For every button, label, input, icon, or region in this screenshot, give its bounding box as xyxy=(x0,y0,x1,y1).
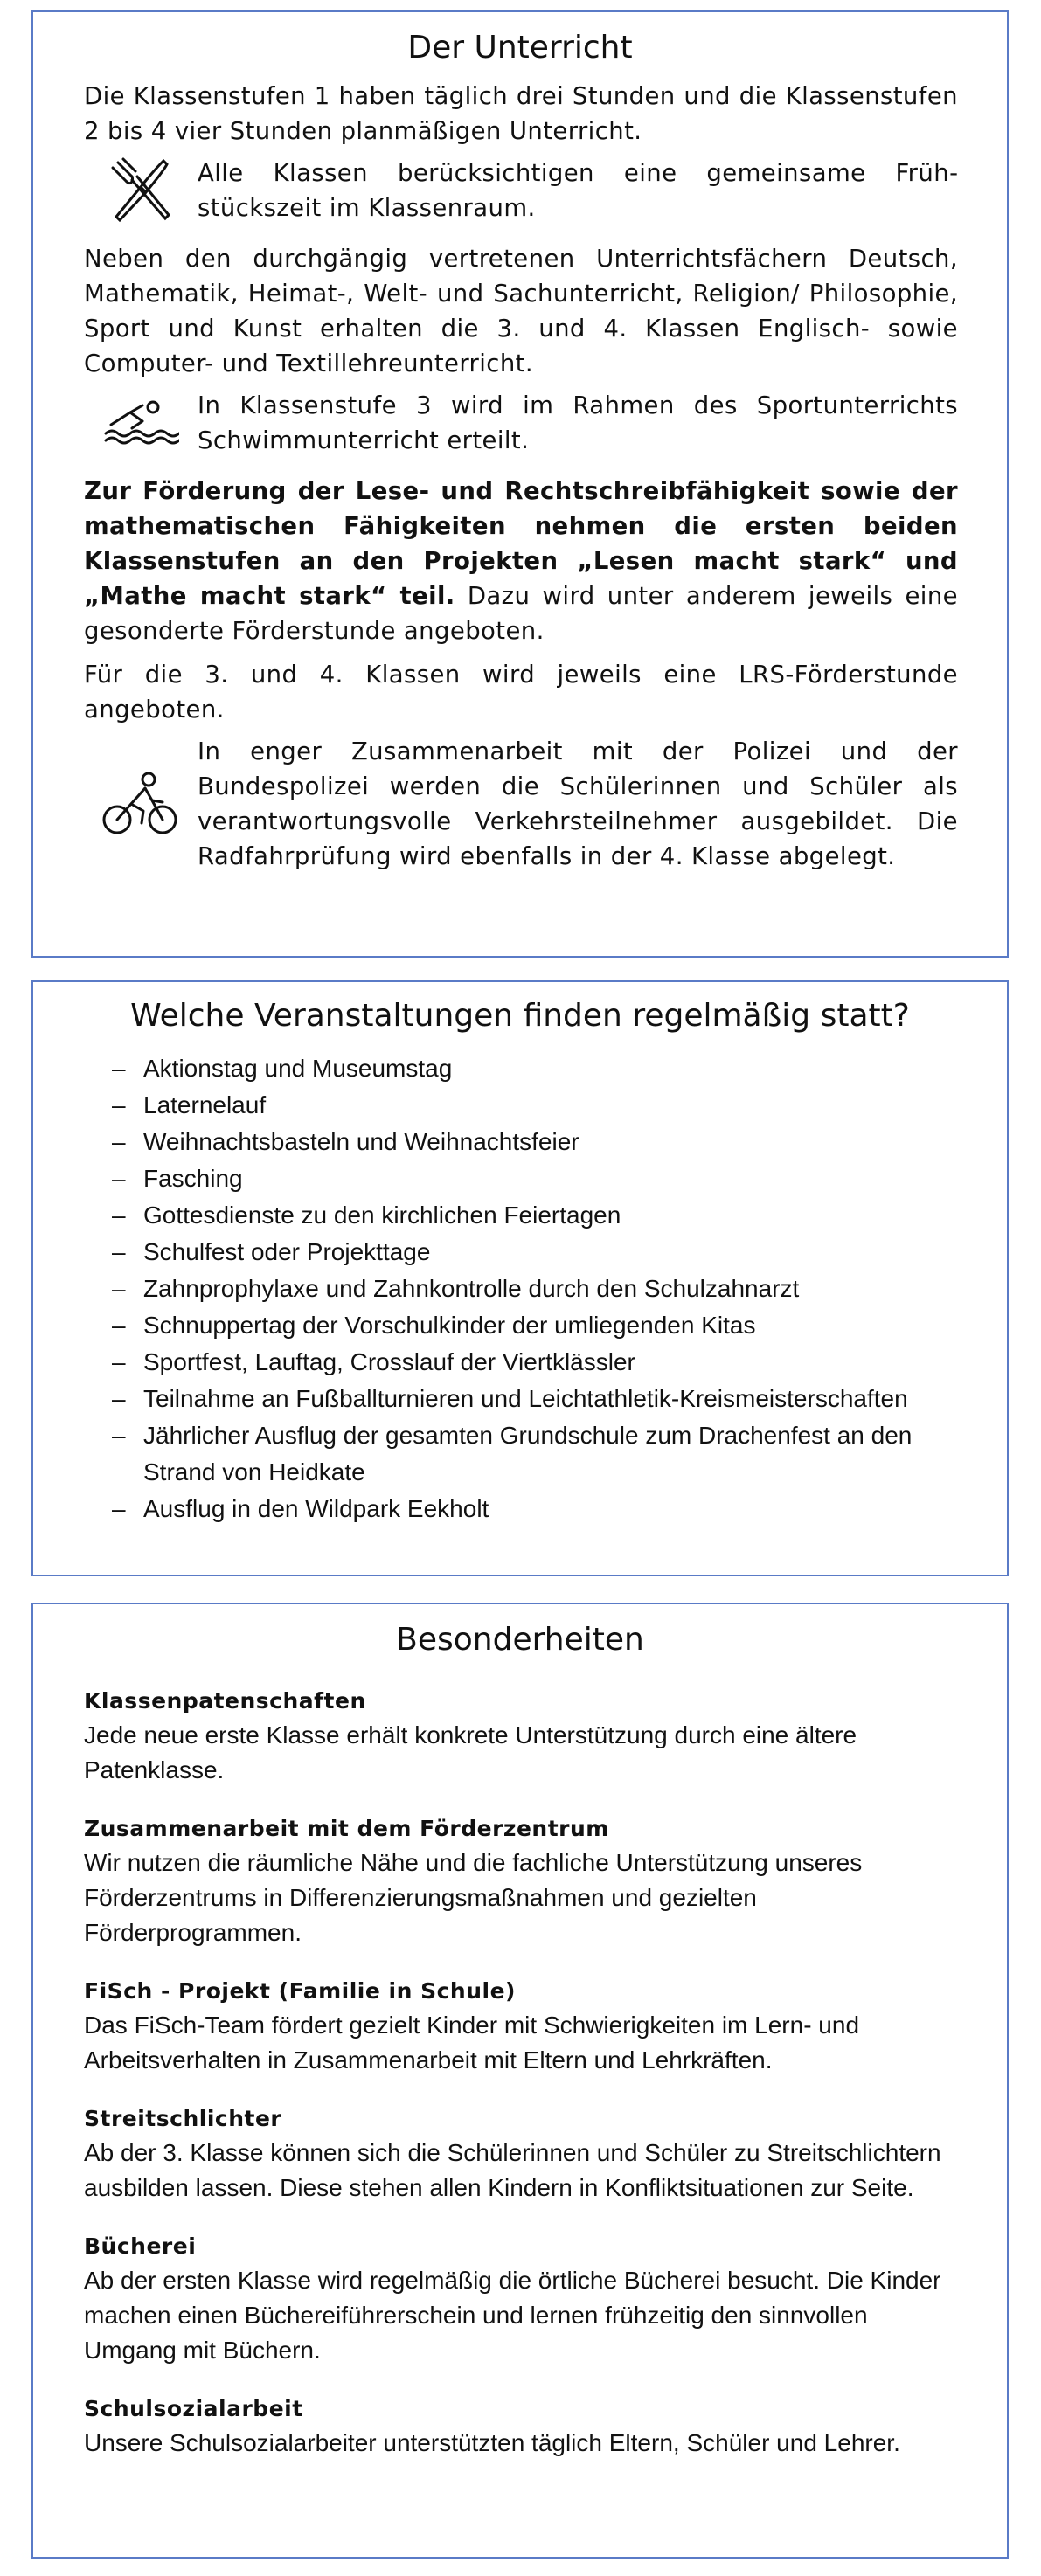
unterricht-p6: Für die 3. und 4. Klassen wird jeweils eine LRS-Förderstunde angeboten. xyxy=(84,661,958,724)
section-foerderzentrum xyxy=(84,1812,954,1950)
list-dash: – xyxy=(112,1238,126,1265)
section-klassenpatenschaften xyxy=(84,1685,954,1788)
section-heading: Streitschlichter xyxy=(84,2106,282,2131)
list-item-text: Fasching xyxy=(143,1165,243,1192)
unterricht-p5-bold: Zur Förderung der Lese- und Rechtschreibfähigkeit sowie der mathematischen Fähigkeiten nehmen die ersten beiden Klassenstufen an den Projekten „Lesen macht stark“ und „Mathe macht stark“ teil. xyxy=(84,477,958,610)
list-item-text: Weihnachtsbasteln und Weihnachtsfeier xyxy=(143,1128,579,1155)
fork-knife-icon xyxy=(84,156,198,225)
list-dash: – xyxy=(112,1201,126,1229)
list-item-text: Zahnprophylaxe und Zahnkontrolle durch den Schulzahnarzt xyxy=(143,1275,800,1302)
list-item xyxy=(112,1197,937,1234)
list-dash: – xyxy=(112,1128,126,1155)
unterricht-title: Der Unterricht xyxy=(407,30,633,66)
bike-row xyxy=(84,734,958,874)
section-text: Jede neue erste Klasse erhält konkrete Unterstützung durch eine ältere Patenklasse. xyxy=(84,1721,857,1783)
list-dash: – xyxy=(112,1495,126,1522)
list-item xyxy=(112,1160,937,1197)
section-buecherei xyxy=(84,2230,954,2368)
list-item-text: Jährlicher Ausflug der gesamten Grundschule zum Drachenfest an den Strand von Heidkate xyxy=(143,1422,913,1485)
list-dash: – xyxy=(112,1348,126,1375)
list-item-text: Teilnahme an Fußballturnieren und Leichtathletik-Kreismeisterschaften xyxy=(143,1385,908,1412)
section-text: Ab der ersten Klasse wird regelmäßig die örtliche Bücherei besucht. Die Kinder machen einen Büchereiführerschein und lernen frühzeitig den sinnvollen Umgang mit Büchern. xyxy=(84,2267,941,2364)
list-dash: – xyxy=(112,1385,126,1412)
events-list xyxy=(33,1050,1007,1527)
list-item-text: Gottesdienste zu den kirchlichen Feiertagen xyxy=(143,1201,621,1229)
section-heading: FiSch - Projekt (Familie in Schule) xyxy=(84,1978,516,2004)
unterricht-p4: In Klassenstufe 3 wird im Rahmen des Sportunterrichts Schwimmunterricht erteilt. xyxy=(198,391,958,454)
list-item xyxy=(112,1271,937,1307)
list-item-text: Schulfest oder Projekttage xyxy=(143,1238,431,1265)
unterricht-p5 xyxy=(84,474,958,648)
unterricht-p3: Neben den durchgängig vertretenen Unterrichtsfächern Deutsch, Mathematik, Heimat-, Welt- und Sachunterricht, Religion/ Philosophie, Sport und Kunst erhalten die 3. und 4. Klassen Englisch- sowie Computer- und Textillehreunterricht. xyxy=(84,245,958,377)
list-item xyxy=(112,1344,937,1381)
list-item xyxy=(112,1307,937,1344)
list-item-text: Schnuppertag der Vorschulkinder der umliegenden Kitas xyxy=(143,1312,756,1339)
section-heading: Zusammenarbeit mit dem Förderzentrum xyxy=(84,1816,609,1841)
list-item xyxy=(112,1417,937,1491)
section-text: Das FiSch-Team fördert gezielt Kinder mit Schwierigkeiten im Lern- und Arbeitsverhalten in Zusammenarbeit mit Eltern und Lehrkräften. xyxy=(84,2012,860,2074)
list-item xyxy=(112,1124,937,1160)
unterricht-p7: In enger Zusammenarbeit mit der Polizei und der Bundespolizei werden die Schülerinnen und Schüler als verantwortungsvolle Verkehrsteilnehmer ausgebildet. Die Radfahrprüfung wird ebenfalls in der 4. Klasse abgelegt. xyxy=(198,737,958,870)
list-dash: – xyxy=(112,1055,126,1082)
swimmer-icon xyxy=(84,395,198,451)
unterricht-p1: Die Klassenstufen 1 haben täglich drei Stunden und die Klassenstufen 2 bis 4 vier Stunden planmäßigen Unterricht. xyxy=(84,82,958,145)
veranstaltungen-title: Welche Veranstaltungen finden regelmäßig statt? xyxy=(130,998,910,1034)
besonderheiten-title: Besonderheiten xyxy=(396,1622,644,1658)
section-text: Ab der 3. Klasse können sich die Schülerinnen und Schüler zu Streitschlichtern ausbilden lassen. Diese stehen allen Kindern in Konfliktsituationen zur Seite. xyxy=(84,2139,941,2201)
breakfast-row xyxy=(84,156,958,225)
unterricht-box xyxy=(31,10,1009,958)
list-dash: – xyxy=(112,1165,126,1192)
list-item-text: Laternelauf xyxy=(143,1091,267,1118)
unterricht-p2: Alle Klassen berücksichtigen eine gemeinsame Frühstückszeit im Klassenraum. xyxy=(198,159,958,222)
unterricht-p5-rest: Dazu wird unter anderem jeweils eine gesonderte Förderstunde angeboten. xyxy=(84,582,958,645)
section-schulsozialarbeit xyxy=(84,2392,954,2461)
list-dash: – xyxy=(112,1312,126,1339)
list-item-text: Aktionstag und Museumstag xyxy=(143,1055,453,1082)
veranstaltungen-box xyxy=(31,980,1009,1576)
swim-row xyxy=(84,388,958,458)
section-streitschlichter xyxy=(84,2102,954,2206)
section-text: Unsere Schulsozialarbeiter unterstützten täglich Eltern, Schüler und Lehrer. xyxy=(84,2429,900,2456)
section-fisch xyxy=(84,1975,954,2078)
list-item xyxy=(112,1234,937,1271)
list-item xyxy=(112,1381,937,1417)
list-dash: – xyxy=(112,1275,126,1302)
section-heading: Klassenpatenschaften xyxy=(84,1688,366,1714)
list-dash: – xyxy=(112,1422,126,1449)
section-heading: Bücherei xyxy=(84,2233,197,2259)
list-dash: – xyxy=(112,1091,126,1118)
list-item xyxy=(112,1491,937,1527)
list-item-text: Sportfest, Lauftag, Crosslauf der Viertklässler xyxy=(143,1348,635,1375)
besonderheiten-box xyxy=(31,1603,1009,2559)
section-heading: Schulsozialarbeit xyxy=(84,2396,303,2421)
list-item xyxy=(112,1050,937,1087)
section-text: Wir nutzen die räumliche Nähe und die fachliche Unterstützung unseres Förderzentrums in Differenzierungsmaßnahmen und gezielten Förderprogrammen. xyxy=(84,1849,863,1946)
cyclist-icon xyxy=(84,769,198,839)
list-item xyxy=(112,1087,937,1124)
list-item-text: Ausflug in den Wildpark Eekholt xyxy=(143,1495,489,1522)
